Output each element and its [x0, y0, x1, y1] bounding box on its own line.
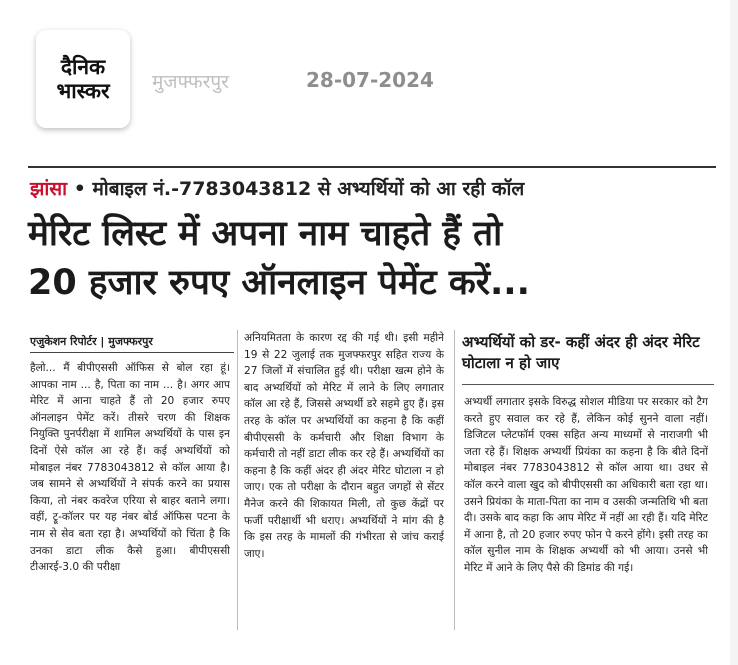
article-column-3: अभ्यर्थी लगातार इसके विरुद्ध सोशल मीडिया पर सरकार को टैग करते हुए सवाल कर रहे हैं, लेकिन कोई सुनने वाला नहीं। डिजिटल प्लेटफॉर्म एक्स सहित अन्य माध्यमों से नाराजगी भी जता रहे हैं। शिक्षक अभ्यर्थी प्रियंका का कहना है कि बीते दिनों मोबाइल नंबर 7783043812 से कॉल आया था। उधर से कॉल करने वाला खुद को बीपीएससी का अधिकारी बता रहा था। उसने प्रियंका के माता-पिता का नाम व उसकी जन्मतिथि भी बता दी। उसके बाद कहा कि आप मेरिट में नहीं आ रही हैं। यदि मेरिट में आना है, तो 20 हजार रुपए फोन पे करने होंगे। इसी तरह का कॉल सुनील नाम के शिक्षक अभ्यर्थी को भी आया। उनसे भी मेरिट में आने के लिए पैसे की डिमांड की गई। — [464, 396, 708, 574]
subhead-rule — [462, 384, 714, 385]
byline: एजुकेशन रिपोर्टर | मुजफ्फरपुर — [30, 335, 153, 348]
top-rule — [28, 166, 716, 168]
kicker-text: • मोबाइल नं.-7783043812 से अभ्यर्थियों को आ रही कॉल — [73, 178, 525, 200]
logo-text-line2: भास्कर — [56, 79, 110, 103]
article-column-2: अनियमितता के कारण रद्द की गई थी। इसी महीने 19 से 22 जुलाई तक मुजफ्फरपुर सहित राज्य के 27 जिलों में संचालित हुई थी। परीक्षा खत्म होने के बाद अभ्यर्थियों को मेरिट में लाने के लिए लगातार कॉल आ रहे हैं, जिससे अभ्यर्थी डरे सहमे हुए हैं। इस तरह के कॉल पर अभ्यर्थियों का कहना है कि कहीं बीपीएससी के कर्मचारी और शिक्षा विभाग के कर्मचारी तो नहीं डाटा लीक कर रहे हैं। अभ्यर्थियों का कहना है कि कहीं अंदर ही अंदर मेरिट घोटाला न हो जाए। एक तो परीक्षा के दौरान बहुत जगहों से सेंटर मैनेज करने की शिकायत मिली, तो कुछ केंद्रों पर फर्जी परीक्षार्थी भी धराए। अभ्यर्थियों ने मांग की है कि इस तरह के मामलों की गंभीरता से जांच कराई जाए। — [244, 332, 444, 560]
column-divider — [454, 330, 455, 630]
byline-rule — [30, 352, 234, 353]
dateline-city: मुजफ्फरपुर — [152, 71, 229, 93]
subhead: अभ्यर्थियों को डर- कहीं अंदर ही अंदर मेरिट घोटाला न हो जाए — [462, 333, 700, 372]
column-divider — [237, 330, 238, 630]
headline-line2: 20 हजार रुपए ऑनलाइन पेमेंट करें... — [28, 263, 530, 303]
headline-line1: मेरिट लिस्ट में अपना नाम चाहते हैं तो — [28, 214, 503, 254]
headline — [28, 210, 718, 308]
logo-text-line1: दैनिक — [60, 55, 106, 79]
dainik-bhaskar-logo — [36, 30, 130, 128]
page-edge — [730, 0, 738, 665]
kicker-tag: झांसा — [30, 178, 68, 200]
kicker — [30, 175, 524, 201]
article-column-1: हैलो... मैं बीपीएससी ऑफिस से बोल रहा हूं। आपका नाम ... है, पिता का नाम ... है। अगर आप मेरिट में आना चाहते हैं तो 20 हजार रुपए ऑनलाइन पेमेंट करें। तीसरे चरण की शिक्षक नियुक्ति पुनर्परीक्षा में शामिल अभ्यर्थियों के पास इन दिनों ऐसे कॉल आ रहे हैं। कई अभ्यर्थियों को मोबाइल नंबर 7783043812 से कॉल आया है। जब सामने से अभ्यर्थियों ने संपर्क करने का प्रयास किया, तो नंबर कवरेज एरिया से बाहर बताने लगा। वहीं, ट्रू-कॉलर पर यह नंबर बोर्ड ऑफिस पटना के नाम से सेव बता रहा है। अभ्यर्थियों को चिंता है कि उनका डाटा लीक कैसे हुआ। बीपीएससी टीआरई-3.0 की परीक्षा — [30, 362, 230, 574]
dateline-date: 28-07-2024 — [306, 68, 434, 92]
